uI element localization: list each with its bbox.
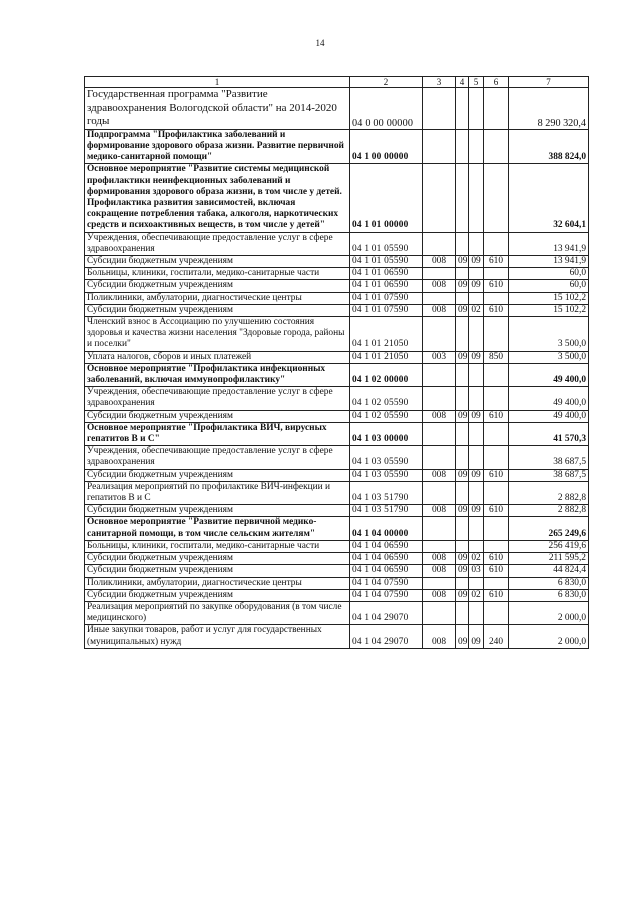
table-row bbox=[85, 553, 589, 565]
table-row bbox=[85, 577, 589, 589]
row-name: Субсидии бюджетным учреждениям bbox=[85, 469, 350, 481]
row-ministry-code bbox=[423, 601, 456, 624]
row-code: 04 1 03 05590 bbox=[350, 446, 423, 469]
table-row bbox=[85, 268, 589, 280]
row-code: 04 1 01 05590 bbox=[350, 232, 423, 255]
row-amount: 2 000,0 bbox=[509, 625, 589, 648]
row-expense-type bbox=[484, 601, 509, 624]
row-code: 04 1 01 00000 bbox=[350, 164, 423, 232]
table-row bbox=[85, 304, 589, 316]
row-ministry-code: 008 bbox=[423, 280, 456, 292]
row-subsection-code bbox=[469, 446, 484, 469]
row-name: Субсидии бюджетным учреждениям bbox=[85, 304, 350, 316]
row-section-code bbox=[456, 268, 469, 280]
row-expense-type bbox=[484, 422, 509, 445]
row-amount: 256 419,6 bbox=[509, 540, 589, 552]
row-code: 04 1 02 05590 bbox=[350, 387, 423, 410]
row-section-code bbox=[456, 164, 469, 232]
header-cell: 4 bbox=[456, 77, 469, 88]
row-expense-type bbox=[484, 232, 509, 255]
row-code: 04 1 03 05590 bbox=[350, 469, 423, 481]
row-section-code: 09 bbox=[456, 565, 469, 577]
row-amount: 2 882,8 bbox=[509, 481, 589, 504]
row-expense-type bbox=[484, 446, 509, 469]
row-subsection-code: 02 bbox=[469, 553, 484, 565]
row-code: 04 1 03 00000 bbox=[350, 422, 423, 445]
row-amount: 60,0 bbox=[509, 268, 589, 280]
row-subsection-code bbox=[469, 292, 484, 304]
row-code: 04 1 01 21050 bbox=[350, 317, 423, 352]
row-amount: 60,0 bbox=[509, 280, 589, 292]
row-subsection-code bbox=[469, 88, 484, 130]
row-expense-type bbox=[484, 317, 509, 352]
row-subsection-code bbox=[469, 164, 484, 232]
row-subsection-code bbox=[469, 363, 484, 386]
row-ministry-code: 008 bbox=[423, 505, 456, 517]
row-section-code bbox=[456, 232, 469, 255]
row-code: 04 1 01 07590 bbox=[350, 292, 423, 304]
row-code: 04 1 04 00000 bbox=[350, 517, 423, 540]
row-name: Основное мероприятие "Профилактика ВИЧ, вирусных гепатитов В и С" bbox=[85, 422, 350, 445]
row-section-code bbox=[456, 577, 469, 589]
row-expense-type bbox=[484, 164, 509, 232]
row-amount: 6 830,0 bbox=[509, 589, 589, 601]
row-subsection-code: 09 bbox=[469, 410, 484, 422]
row-ministry-code bbox=[423, 88, 456, 130]
table-row bbox=[85, 232, 589, 255]
row-section-code bbox=[456, 387, 469, 410]
row-section-code: 09 bbox=[456, 280, 469, 292]
row-expense-type: 610 bbox=[484, 469, 509, 481]
row-ministry-code: 008 bbox=[423, 304, 456, 316]
row-code: 04 1 01 06590 bbox=[350, 268, 423, 280]
row-code: 04 1 04 06590 bbox=[350, 565, 423, 577]
header-cell: 7 bbox=[509, 77, 589, 88]
row-name: Учреждения, обеспечивающие предоставление услуг в сфере здравоохранения bbox=[85, 387, 350, 410]
row-section-code: 09 bbox=[456, 256, 469, 268]
row-amount: 3 500,0 bbox=[509, 351, 589, 363]
table-row bbox=[85, 422, 589, 445]
table-header-row bbox=[85, 77, 589, 88]
row-subsection-code: 09 bbox=[469, 280, 484, 292]
table-row bbox=[85, 589, 589, 601]
row-ministry-code bbox=[423, 422, 456, 445]
row-expense-type bbox=[484, 540, 509, 552]
row-name: Основное мероприятие "Развитие первичной медико-санитарной помощи, в том числе сельским жителям" bbox=[85, 517, 350, 540]
row-expense-type bbox=[484, 517, 509, 540]
table-row bbox=[85, 292, 589, 304]
row-amount: 265 249,6 bbox=[509, 517, 589, 540]
row-section-code bbox=[456, 422, 469, 445]
row-code: 04 1 04 07590 bbox=[350, 577, 423, 589]
row-amount: 2 882,8 bbox=[509, 505, 589, 517]
row-subsection-code bbox=[469, 601, 484, 624]
table-row bbox=[85, 446, 589, 469]
row-code: 04 1 04 07590 bbox=[350, 589, 423, 601]
row-ministry-code: 008 bbox=[423, 553, 456, 565]
row-subsection-code bbox=[469, 517, 484, 540]
row-expense-type: 850 bbox=[484, 351, 509, 363]
row-subsection-code: 09 bbox=[469, 625, 484, 648]
row-ministry-code bbox=[423, 363, 456, 386]
row-code: 04 1 01 06590 bbox=[350, 280, 423, 292]
row-subsection-code bbox=[469, 387, 484, 410]
row-expense-type: 610 bbox=[484, 304, 509, 316]
row-subsection-code: 03 bbox=[469, 565, 484, 577]
row-ministry-code bbox=[423, 481, 456, 504]
row-expense-type: 610 bbox=[484, 589, 509, 601]
table-row bbox=[85, 565, 589, 577]
row-section-code bbox=[456, 517, 469, 540]
row-section-code bbox=[456, 363, 469, 386]
row-name: Больницы, клиники, госпитали, медико-санитарные части bbox=[85, 268, 350, 280]
header-cell: 1 bbox=[85, 77, 350, 88]
row-name: Реализация мероприятий по закупке оборудования (в том числе медицинского) bbox=[85, 601, 350, 624]
row-subsection-code bbox=[469, 422, 484, 445]
row-section-code: 09 bbox=[456, 304, 469, 316]
row-subsection-code bbox=[469, 577, 484, 589]
row-name: Субсидии бюджетным учреждениям bbox=[85, 280, 350, 292]
header-cell: 3 bbox=[423, 77, 456, 88]
row-name: Субсидии бюджетным учреждениям bbox=[85, 553, 350, 565]
row-amount: 38 687,5 bbox=[509, 469, 589, 481]
page-number: 14 bbox=[315, 38, 325, 48]
row-name: Основное мероприятие "Профилактика инфекционных заболеваний, включая иммунопрофилактику" bbox=[85, 363, 350, 386]
row-subsection-code bbox=[469, 540, 484, 552]
row-amount: 49 400,0 bbox=[509, 363, 589, 386]
table-row bbox=[85, 625, 589, 648]
row-name: Поликлиники, амбулатории, диагностические центры bbox=[85, 292, 350, 304]
row-ministry-code bbox=[423, 268, 456, 280]
row-section-code bbox=[456, 88, 469, 130]
row-expense-type bbox=[484, 292, 509, 304]
row-expense-type: 610 bbox=[484, 553, 509, 565]
row-ministry-code: 003 bbox=[423, 351, 456, 363]
row-amount: 49 400,0 bbox=[509, 387, 589, 410]
row-amount: 15 102,2 bbox=[509, 304, 589, 316]
header-cell: 5 bbox=[469, 77, 484, 88]
table-row bbox=[85, 351, 589, 363]
row-expense-type bbox=[484, 268, 509, 280]
row-code: 04 1 01 21050 bbox=[350, 351, 423, 363]
row-expense-type bbox=[484, 387, 509, 410]
row-section-code: 09 bbox=[456, 505, 469, 517]
row-code: 04 1 04 29070 bbox=[350, 601, 423, 624]
row-name: Поликлиники, амбулатории, диагностические центры bbox=[85, 577, 350, 589]
row-amount: 388 824,0 bbox=[509, 129, 589, 164]
row-section-code bbox=[456, 540, 469, 552]
table-row bbox=[85, 505, 589, 517]
row-code: 04 1 03 51790 bbox=[350, 505, 423, 517]
row-amount: 15 102,2 bbox=[509, 292, 589, 304]
row-ministry-code: 008 bbox=[423, 565, 456, 577]
row-section-code: 09 bbox=[456, 410, 469, 422]
row-ministry-code bbox=[423, 232, 456, 255]
row-name: Субсидии бюджетным учреждениям bbox=[85, 565, 350, 577]
row-code: 04 1 04 06590 bbox=[350, 540, 423, 552]
row-subsection-code bbox=[469, 317, 484, 352]
row-section-code bbox=[456, 292, 469, 304]
row-amount: 211 595,2 bbox=[509, 553, 589, 565]
table-row bbox=[85, 363, 589, 386]
row-name: Субсидии бюджетным учреждениям bbox=[85, 410, 350, 422]
table-row bbox=[85, 256, 589, 268]
row-amount: 2 000,0 bbox=[509, 601, 589, 624]
row-code: 04 1 02 05590 bbox=[350, 410, 423, 422]
row-name: Субсидии бюджетным учреждениям bbox=[85, 505, 350, 517]
row-expense-type: 610 bbox=[484, 256, 509, 268]
row-expense-type bbox=[484, 88, 509, 130]
row-ministry-code bbox=[423, 446, 456, 469]
row-expense-type: 240 bbox=[484, 625, 509, 648]
row-section-code: 09 bbox=[456, 589, 469, 601]
table-row bbox=[85, 164, 589, 232]
row-code: 04 1 01 05590 bbox=[350, 256, 423, 268]
table-row bbox=[85, 88, 589, 130]
row-name: Субсидии бюджетным учреждениям bbox=[85, 589, 350, 601]
row-code: 04 1 03 51790 bbox=[350, 481, 423, 504]
row-expense-type: 610 bbox=[484, 280, 509, 292]
table-row bbox=[85, 387, 589, 410]
row-name: Иные закупки товаров, работ и услуг для государственных (муниципальных) нужд bbox=[85, 625, 350, 648]
row-amount: 13 941,9 bbox=[509, 232, 589, 255]
table-row bbox=[85, 540, 589, 552]
row-ministry-code bbox=[423, 129, 456, 164]
row-ministry-code bbox=[423, 387, 456, 410]
row-amount: 13 941,9 bbox=[509, 256, 589, 268]
row-section-code bbox=[456, 129, 469, 164]
row-expense-type bbox=[484, 577, 509, 589]
row-expense-type: 610 bbox=[484, 565, 509, 577]
row-amount: 44 824,4 bbox=[509, 565, 589, 577]
row-name: Уплата налогов, сборов и иных платежей bbox=[85, 351, 350, 363]
row-name: Основное мероприятие "Развитие системы медицинской профилактики неинфекционных заболеваний и формирования здорового образа жизни, в том числе у детей. Профилактика развития зависимостей, включая сокращение потребления табака, алкоголя, наркотических средств и психоактивных веществ, в том числе у детей" bbox=[85, 164, 350, 232]
row-subsection-code: 02 bbox=[469, 304, 484, 316]
row-subsection-code: 02 bbox=[469, 589, 484, 601]
row-code: 04 1 04 29070 bbox=[350, 625, 423, 648]
row-code: 04 1 02 00000 bbox=[350, 363, 423, 386]
row-ministry-code bbox=[423, 517, 456, 540]
row-amount: 49 400,0 bbox=[509, 410, 589, 422]
table-row bbox=[85, 280, 589, 292]
row-subsection-code: 09 bbox=[469, 351, 484, 363]
row-section-code bbox=[456, 317, 469, 352]
row-ministry-code bbox=[423, 317, 456, 352]
row-amount: 38 687,5 bbox=[509, 446, 589, 469]
row-section-code: 09 bbox=[456, 469, 469, 481]
row-code: 04 1 00 00000 bbox=[350, 129, 423, 164]
row-expense-type: 610 bbox=[484, 505, 509, 517]
row-subsection-code bbox=[469, 232, 484, 255]
table-row bbox=[85, 517, 589, 540]
row-amount: 6 830,0 bbox=[509, 577, 589, 589]
table-row bbox=[85, 601, 589, 624]
row-section-code bbox=[456, 481, 469, 504]
row-ministry-code: 008 bbox=[423, 625, 456, 648]
row-ministry-code bbox=[423, 292, 456, 304]
row-subsection-code bbox=[469, 129, 484, 164]
table-row bbox=[85, 410, 589, 422]
row-section-code: 09 bbox=[456, 553, 469, 565]
row-expense-type bbox=[484, 363, 509, 386]
table-row bbox=[85, 481, 589, 504]
row-section-code: 09 bbox=[456, 625, 469, 648]
row-ministry-code: 008 bbox=[423, 469, 456, 481]
table-row bbox=[85, 469, 589, 481]
row-subsection-code: 09 bbox=[469, 505, 484, 517]
row-subsection-code: 09 bbox=[469, 256, 484, 268]
row-section-code bbox=[456, 446, 469, 469]
row-expense-type bbox=[484, 481, 509, 504]
row-subsection-code bbox=[469, 481, 484, 504]
header-cell: 6 bbox=[484, 77, 509, 88]
row-subsection-code bbox=[469, 268, 484, 280]
row-code: 04 1 01 07590 bbox=[350, 304, 423, 316]
row-name: Членский взнос в Ассоциацию по улучшению состояния здоровья и качества жизни населения "Здоровые города, районы и поселки" bbox=[85, 317, 350, 352]
header-cell: 2 bbox=[350, 77, 423, 88]
row-section-code bbox=[456, 601, 469, 624]
row-amount: 8 290 320,4 bbox=[509, 88, 589, 130]
row-name: Учреждения, обеспечивающие предоставление услуг в сфере здравоохранения bbox=[85, 232, 350, 255]
row-amount: 32 604,1 bbox=[509, 164, 589, 232]
row-ministry-code bbox=[423, 540, 456, 552]
row-code: 04 1 04 06590 bbox=[350, 553, 423, 565]
row-name: Больницы, клиники, госпитали, медико-санитарные части bbox=[85, 540, 350, 552]
row-ministry-code: 008 bbox=[423, 589, 456, 601]
budget-table bbox=[84, 76, 589, 649]
row-ministry-code: 008 bbox=[423, 256, 456, 268]
row-amount: 3 500,0 bbox=[509, 317, 589, 352]
row-subsection-code: 09 bbox=[469, 469, 484, 481]
table-row bbox=[85, 129, 589, 164]
row-code: 04 0 00 00000 bbox=[350, 88, 423, 130]
row-name: Государственная программа "Развитие здравоохранения Вологодской области" на 2014-2020 годы bbox=[85, 88, 350, 130]
row-expense-type: 610 bbox=[484, 410, 509, 422]
row-amount: 41 570,3 bbox=[509, 422, 589, 445]
row-ministry-code bbox=[423, 577, 456, 589]
row-name: Подпрограмма "Профилактика заболеваний и формирование здорового образа жизни. Развитие первичной медико-санитарной помощи" bbox=[85, 129, 350, 164]
table-body bbox=[85, 77, 589, 649]
row-ministry-code bbox=[423, 164, 456, 232]
row-name: Реализация мероприятий по профилактике ВИЧ-инфекции и гепатитов В и С bbox=[85, 481, 350, 504]
row-ministry-code: 008 bbox=[423, 410, 456, 422]
row-section-code: 09 bbox=[456, 351, 469, 363]
row-name: Субсидии бюджетным учреждениям bbox=[85, 256, 350, 268]
table-row bbox=[85, 317, 589, 352]
row-expense-type bbox=[484, 129, 509, 164]
row-name: Учреждения, обеспечивающие предоставление услуг в сфере здравоохранения bbox=[85, 446, 350, 469]
